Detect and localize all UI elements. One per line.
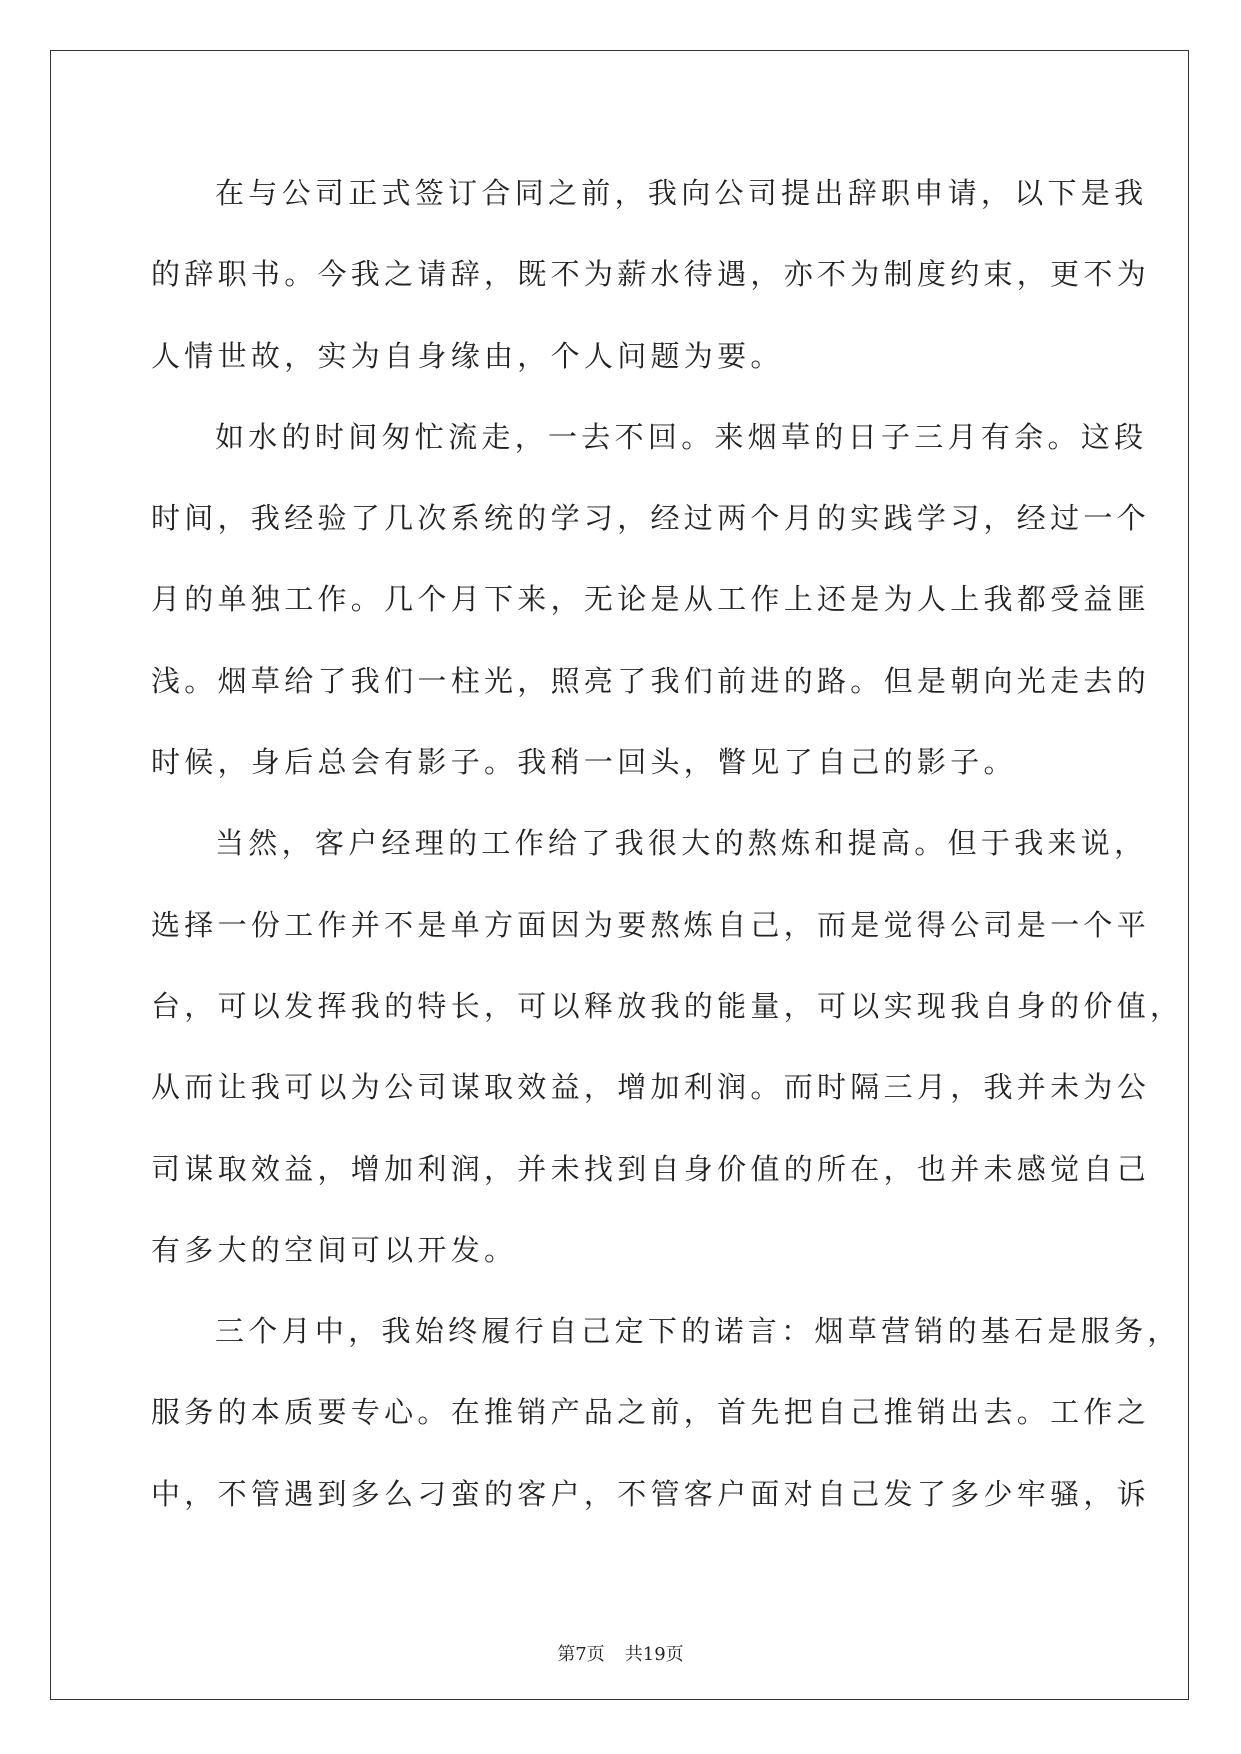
paragraph-2-line-4: 浅。烟草给了我们一柱光，照亮了我们前进的路。但是朝向光走去的 (151, 663, 1151, 698)
paragraph-3-line-5: 司谋取效益，增加利润，并未找到自身价值的所在，也并未感觉自己 (151, 1151, 1151, 1186)
document-body (151, 153, 1184, 1535)
paragraph-3-line-3: 台，可以发挥我的特长，可以释放我的能量，可以实现我自身的价值， (151, 988, 1184, 1023)
page-number: 第7页 (557, 1644, 605, 1665)
paragraph-4-line-1: 三个月中，我始终履行自己定下的诺言：烟草营销的基石是服务， (215, 1314, 1181, 1349)
paragraph-3-line-2: 选择一份工作并不是单方面因为要熬炼自己，而是觉得公司是一个平 (151, 907, 1151, 942)
paragraph-2-line-3: 月的单独工作。几个月下来，无论是从工作上还是为人上我都受益匪 (151, 582, 1151, 617)
paragraph-4-line-3: 中，不管遇到多么刁蛮的客户，不管客户面对自己发了多少牢骚，诉 (151, 1476, 1151, 1511)
paragraph-3-line-1: 当然，客户经理的工作给了我很大的熬炼和提高。但于我来说， (215, 826, 1148, 861)
paragraph-1-line-2: 的辞职书。今我之请辞，既不为薪水待遇，亦不为制度约束，更不为 (151, 257, 1151, 292)
page-footer (0, 1640, 1241, 1666)
paragraph-3-line-4: 从而让我可以为公司谋取效益，增加利润。而时隔三月，我并未为公 (151, 1070, 1151, 1105)
page-total: 共19页 (624, 1644, 684, 1665)
paragraph-2-line-2: 时间，我经验了几次系统的学习，经过两个月的实践学习，经过一个 (151, 501, 1151, 536)
paragraph-1-line-1: 在与公司正式签订合同之前，我向公司提出辞职申请，以下是我 (215, 176, 1148, 210)
paragraph-3-line-6: 有多大的空间可以开发。 (151, 1232, 518, 1267)
paragraph-4-line-2: 服务的本质要专心。在推销产品之前，首先把自己推销出去。工作之 (151, 1395, 1151, 1430)
paragraph-2-line-1: 如水的时间匆忙流走，一去不回。来烟草的日子三月有余。这段 (215, 419, 1148, 454)
paragraph-1-line-3: 人情世故，实为自身缘由，个人问题为要。 (151, 338, 784, 373)
paragraph-2-line-5: 时候，身后总会有影子。我稍一回头，瞥见了自己的影子。 (151, 745, 1017, 780)
